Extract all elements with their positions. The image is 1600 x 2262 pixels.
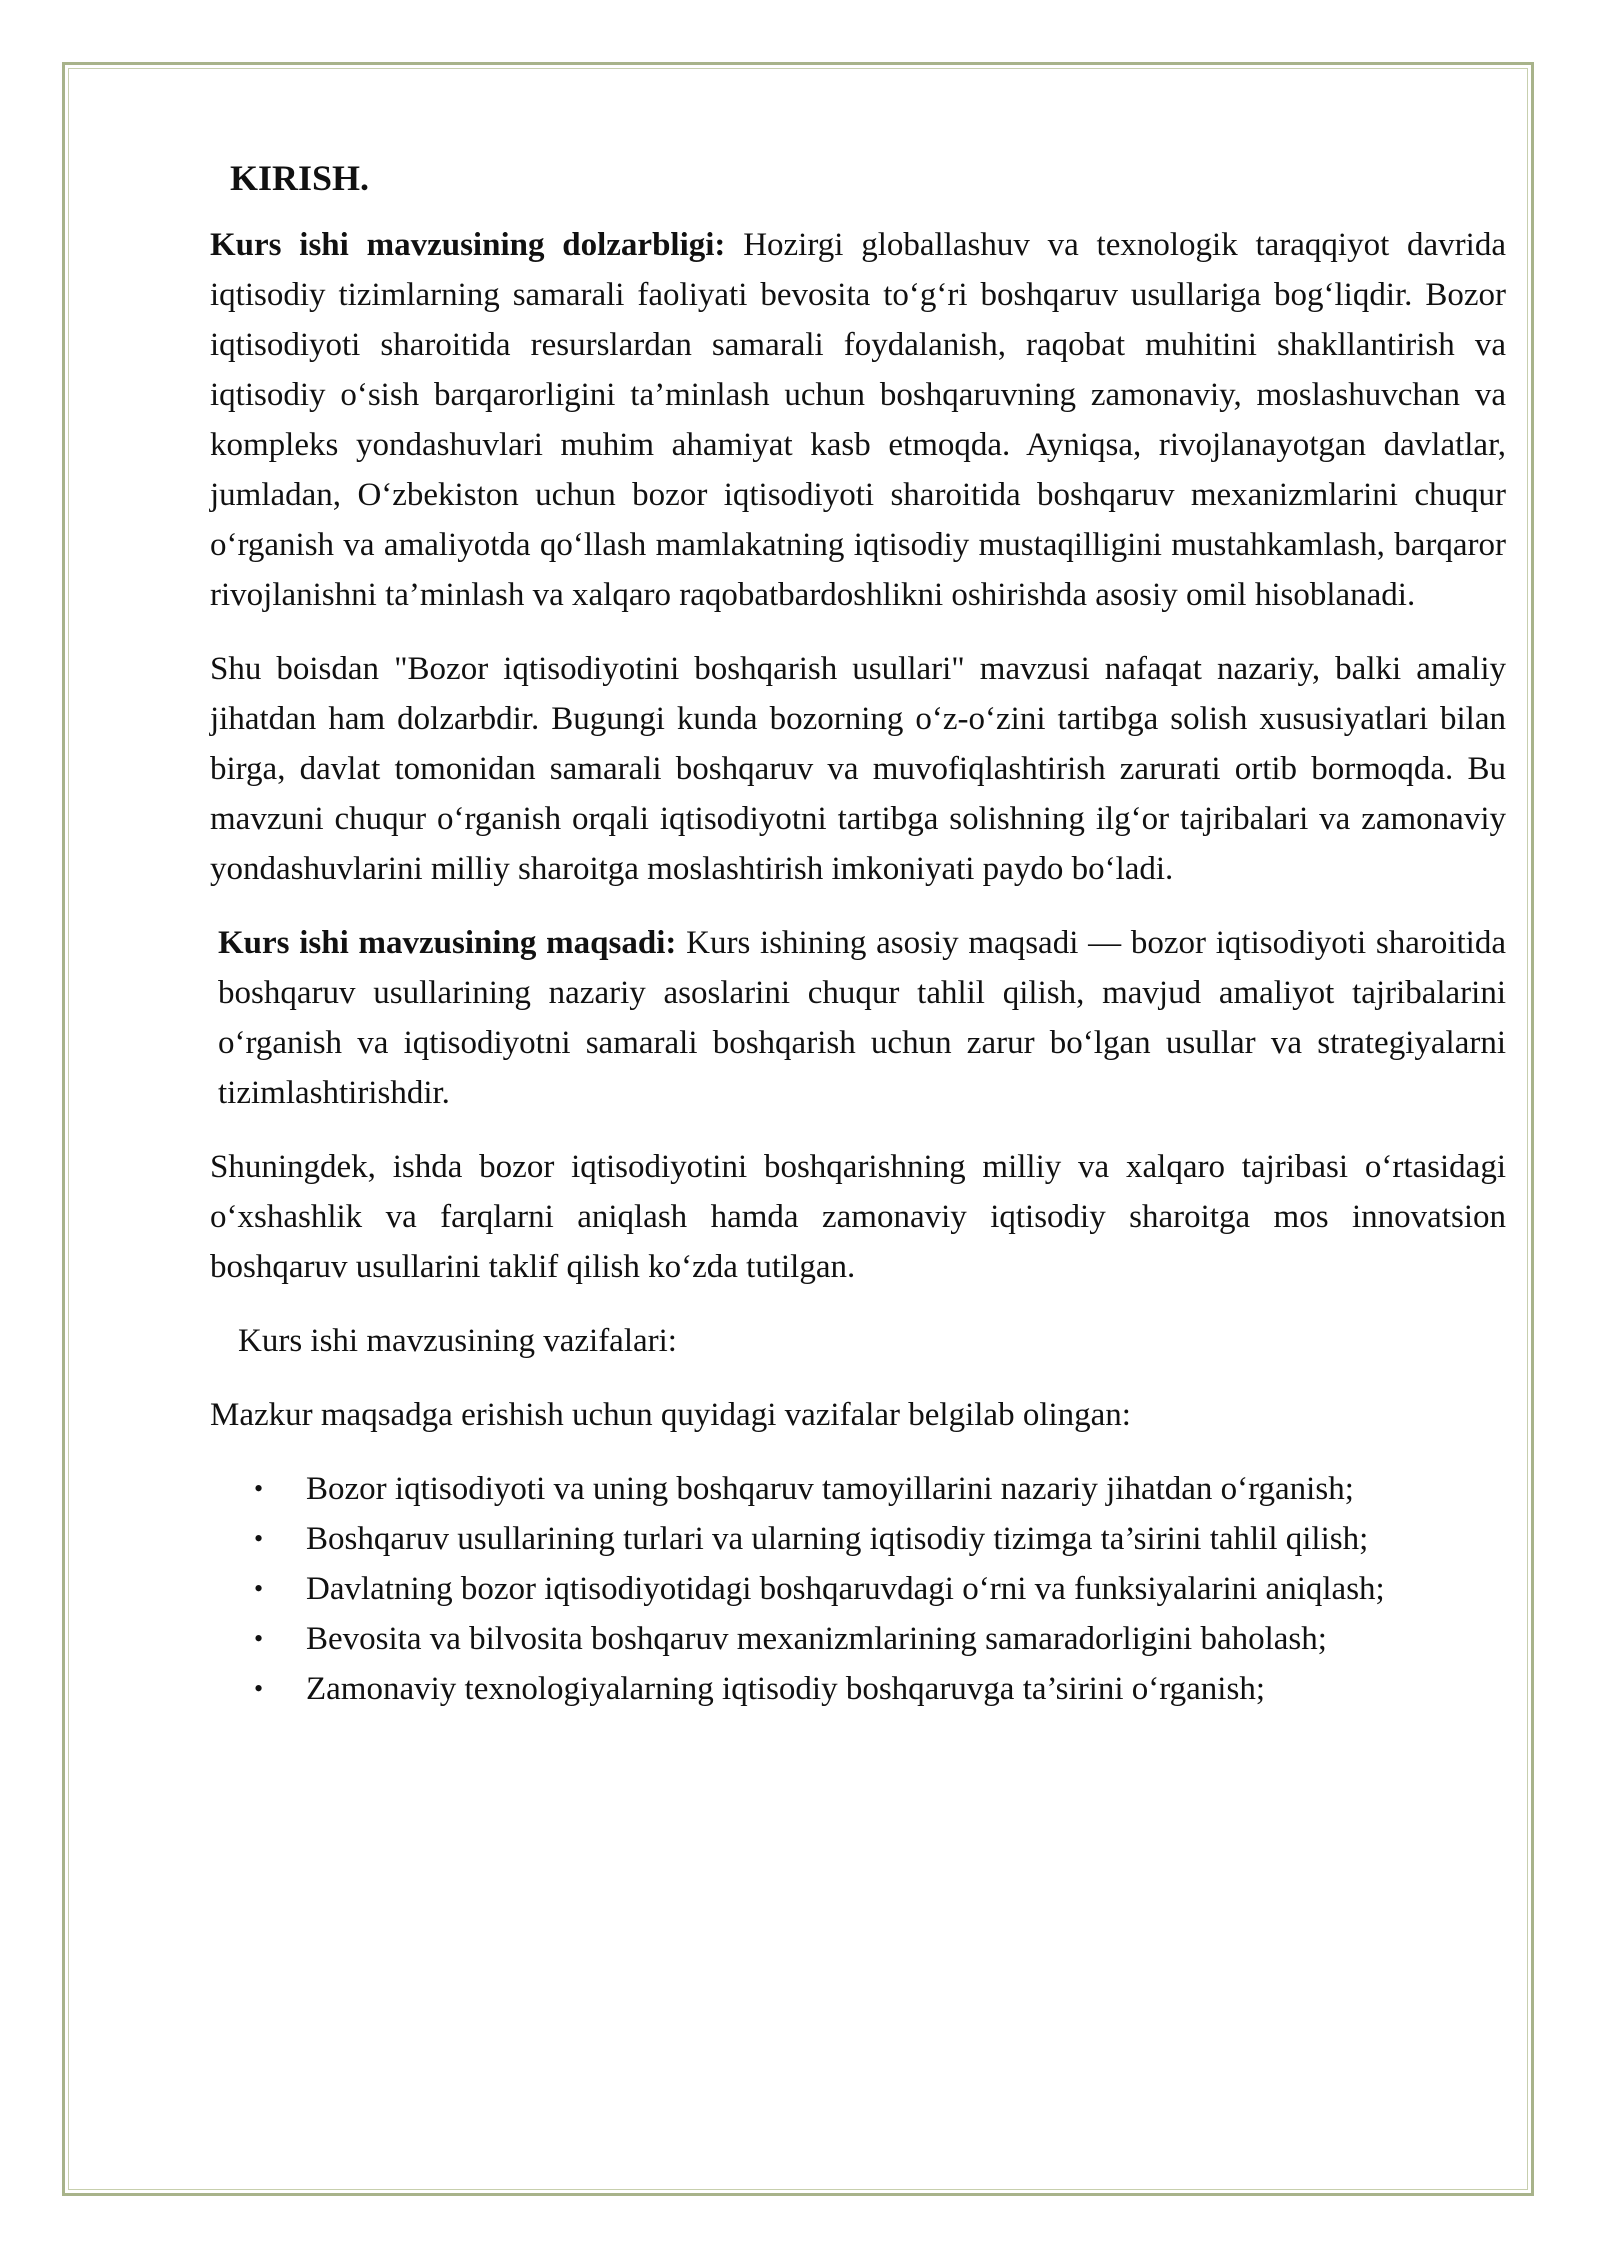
paragraph-relevance — [210, 220, 1506, 620]
list-item — [254, 1614, 1506, 1664]
list-item — [254, 1664, 1506, 1714]
paragraph-topic-importance: Shu boisdan "Bozor iqtisodiyotini boshqarish usullari" mavzusi nafaqat nazariy, balki amaliy jihatdan ham dolzarbdir. Bugungi kunda bozorning o‘z-o‘zini tartibga solish xususiyatlari bilan birga, davlat tomonidan samarali boshqaruv va muvofiqlashtirish zarurati ortib bormoqda. Bu mavzuni chuqur o‘rganish orqali iqtisodiyotni tartibga solishning ilg‘or tajribalari va zamonaviy yondashuvlarini milliy sharoitga moslashtirish imkoniyati paydo bo‘ladi. — [210, 651, 1506, 887]
task-text: Bevosita va bilvosita boshqaruv mexanizmlarining samaradorligini baholash; — [306, 1621, 1327, 1657]
document-body — [210, 150, 1506, 1714]
tasks-list — [210, 1464, 1506, 1714]
list-item — [254, 1514, 1506, 1564]
section-heading: KIRISH. — [230, 158, 370, 198]
task-text: Davlatning bozor iqtisodiyotidagi boshqaruvdagi o‘rni va funksiyalarini aniqlash; — [306, 1571, 1385, 1607]
bullet-icon: • — [254, 1674, 264, 1703]
bullet-icon: • — [254, 1474, 264, 1503]
bullet-icon: • — [254, 1524, 264, 1553]
paragraph-goal-detail: Shuningdek, ishda bozor iqtisodiyotini boshqarishning milliy va xalqaro tajribasi o‘rtasidagi o‘xshashlik va farqlarni aniqlash hamda zamonaviy iqtisodiy sharoitga mos innovatsion boshqaruv usullarini taklif qilish ko‘zda tutilgan. — [210, 1149, 1506, 1285]
list-item — [254, 1464, 1506, 1514]
tasks-intro: Mazkur maqsadga erishish uchun quyidagi vazifalar belgilab olingan: — [210, 1397, 1131, 1433]
bullet-icon: • — [254, 1574, 264, 1603]
task-text: Zamonaviy texnologiyalarning iqtisodiy boshqaruvga ta’sirini o‘rganish; — [306, 1671, 1265, 1707]
goal-lead: Kurs ishi mavzusining maqsadi: — [218, 925, 677, 961]
paragraph-goal — [210, 918, 1506, 1118]
relevance-lead: Kurs ishi mavzusining dolzarbligi: — [210, 227, 726, 263]
bullet-icon: • — [254, 1624, 264, 1653]
list-item — [254, 1564, 1506, 1614]
goal-text: Kurs ishining asosiy maqsadi — bozor iqtisodiyoti sharoitida boshqaruv usullarining nazariy asoslarini chuqur tahlil qilish, mavjud amaliyot tajribalarini o‘rganish va iqtisodiyotni samarali boshqarish uchun zarur bo‘lgan usullar va strategiyalarni tizimlashtirishdir. — [218, 925, 1506, 1111]
task-text: Bozor iqtisodiyoti va uning boshqaruv tamoyillarini nazariy jihatdan o‘rganish; — [306, 1471, 1354, 1507]
task-text: Boshqaruv usullarining turlari va ularning iqtisodiy tizimga ta’sirini tahlil qilish; — [306, 1521, 1369, 1557]
relevance-text: Hozirgi globallashuv va texnologik taraqqiyot davrida iqtisodiy tizimlarning samarali faoliyati bevosita to‘g‘ri boshqaruv usullariga bog‘liqdir. Bozor iqtisodiyoti sharoitida resurslardan samarali foydalanish, raqobat muhitini shakllantirish va iqtisodiy o‘sish barqarorligini ta’minlash uchun boshqaruvning zamonaviy, moslashuvchan va kompleks yondashuvlari muhim ahamiyat kasb etmoqda. Ayniqsa, rivojlanayotgan davlatlar, jumladan, O‘zbekiston uchun bozor iqtisodiyoti sharoitida boshqaruv mexanizmlarini chuqur o‘rganish va amaliyotda qo‘llash mamlakatning iqtisodiy mustaqilligini mustahkamlash, barqaror rivojlanishni ta’minlash va xalqaro raqobatbardoshlikni oshirishda asosiy omil hisoblanadi. — [210, 227, 1506, 613]
tasks-subheading: Kurs ishi mavzusining vazifalari: — [238, 1323, 677, 1359]
